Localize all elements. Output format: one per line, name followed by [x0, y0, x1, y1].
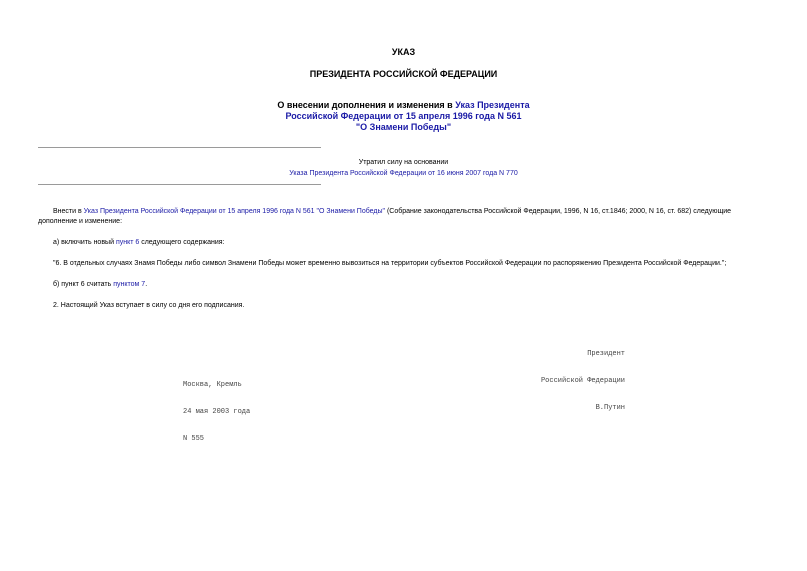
heading-prefix: О внесении дополнения и изменения в [277, 100, 456, 110]
heading-link-line-3[interactable]: "О Знамени Победы" [355, 122, 452, 132]
item-a-suffix: следующего содержания: [139, 239, 225, 246]
date: 24 мая 2003 года [183, 408, 251, 416]
repeal-link[interactable]: Указа Президента Российской Федерации от 16 июня 2007 года N 770 [289, 170, 518, 177]
heading-link-line-2[interactable]: Российской Федерации от 15 апреля 1996 года N 561 [285, 111, 522, 121]
decree-number: N 555 [183, 435, 205, 443]
signature-title: Президент [587, 350, 625, 358]
heading-line-1 [0, 100, 807, 111]
item-2: 2. Настоящий Указ вступает в силу со дня его подписания. [53, 302, 245, 309]
quote-text: "6. В отдельных случаях Знамя Победы либо символ Знамени Победы может временно вывозиться на территории субъектов Российской Федерации по распоряжению Президента Российской Федерации."; [53, 260, 727, 267]
document-subtitle: ПРЕЗИДЕНТА РОССИЙСКОЙ ФЕДЕРАЦИИ [309, 69, 498, 79]
place: Москва, Кремль [183, 381, 242, 389]
paragraph-1-rest: (Собрание законодательства Российской Федерации, 1996, N 16, ст.1846; 2000, N 16, ст. 682) следующие [385, 208, 732, 215]
signature-office: Российской Федерации [540, 377, 625, 385]
repeal-label: Утратил силу на основании [358, 159, 449, 166]
item-b-prefix: б) пункт 6 считать [53, 281, 114, 288]
paragraph-1-prefix: Внести в [53, 208, 84, 215]
paragraph-1-link[interactable]: Указ Президента Российской Федерации от 15 апреля 1996 года N 561 "О Знамени Победы" [83, 208, 385, 215]
document-title: УКАЗ [391, 47, 416, 57]
place-date-block [183, 363, 250, 453]
paragraph-1-line-1 [38, 207, 778, 217]
item-b-link[interactable]: пунктом 7 [113, 281, 146, 288]
paragraph-1 [38, 207, 778, 227]
item-a [53, 238, 224, 248]
heading-link-decree[interactable]: Указ Президента [455, 100, 530, 110]
paragraph-1-line-2: дополнение и изменение: [38, 218, 123, 225]
top-divider [38, 147, 321, 148]
signature-block [520, 332, 625, 422]
document-heading [0, 100, 807, 133]
signature-name: В.Путин [595, 404, 625, 412]
bottom-divider [38, 184, 321, 185]
item-a-link[interactable]: пункт 6 [115, 239, 140, 246]
item-a-prefix: а) включить новый [53, 239, 116, 246]
item-b [53, 280, 147, 290]
item-b-suffix: . [145, 281, 148, 288]
